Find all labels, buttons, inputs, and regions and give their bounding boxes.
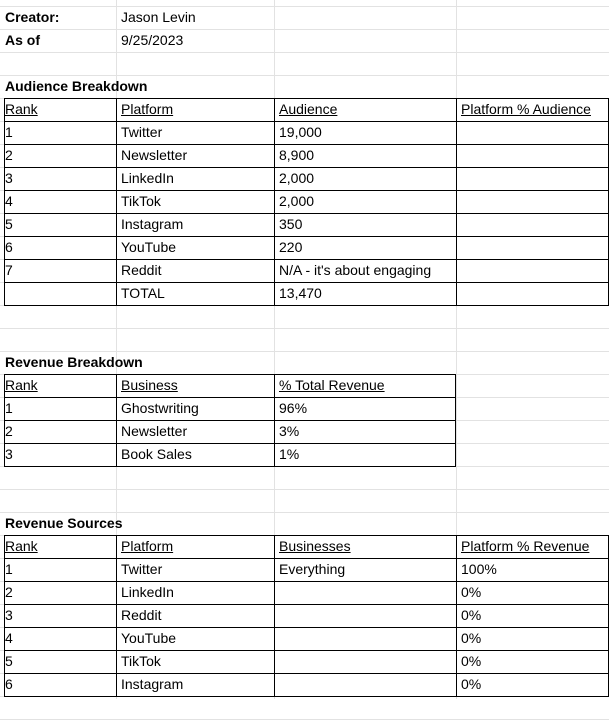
column-header[interactable]: Platform [121,538,174,554]
creator-value[interactable]: Jason Levin [121,9,196,25]
gridline-horizontal [0,328,609,329]
table-cell[interactable]: LinkedIn [121,170,174,186]
table-cell[interactable] [456,144,609,167]
section-title-revenue-breakdown[interactable]: Revenue Breakdown [5,354,143,370]
table-cell[interactable]: 2 [5,147,13,163]
table-cell[interactable]: Ghostwriting [121,400,199,416]
table-cell[interactable] [456,190,609,213]
table-cell[interactable] [456,236,609,259]
table-cell[interactable]: 220 [279,239,303,255]
column-header[interactable]: Business [121,377,178,393]
table-cell[interactable] [456,213,609,236]
table-cell[interactable]: 13,470 [279,285,322,301]
table-cell[interactable]: 8,900 [279,147,315,163]
table-cell[interactable] [456,167,609,190]
table-cell[interactable]: TOTAL [121,285,165,301]
table-cell[interactable]: Twitter [121,561,163,577]
table-cell[interactable]: TikTok [121,653,161,669]
table-cell[interactable]: Book Sales [121,446,192,462]
table-cell[interactable] [274,650,456,673]
column-header[interactable]: Platform % Audience [461,101,591,117]
section-title-revenue-sources[interactable]: Revenue Sources [5,515,123,531]
table-cell[interactable]: 0% [461,630,482,646]
table-cell[interactable]: 1 [5,561,13,577]
table-cell[interactable]: 2,000 [279,193,315,209]
table-cell[interactable]: Twitter [121,124,163,140]
table-cell[interactable]: 5 [5,216,13,232]
table-cell[interactable]: 6 [5,676,13,692]
table-cell[interactable] [456,259,609,282]
table-cell[interactable]: 0% [461,653,482,669]
table-cell[interactable]: 2 [5,584,13,600]
gridline-horizontal [0,52,609,53]
table-cell[interactable]: 1 [5,124,13,140]
table-cell[interactable]: 1 [5,400,13,416]
table-cell[interactable]: 0% [461,676,482,692]
audience-table-border [4,305,609,306]
table-cell[interactable]: Newsletter [121,147,188,163]
table-cell[interactable]: 96% [279,400,308,416]
column-header[interactable]: Businesses [279,538,351,554]
creator-label[interactable]: Creator: [5,9,60,25]
table-cell[interactable]: LinkedIn [121,584,174,600]
section-title-audience[interactable]: Audience Breakdown [5,78,148,94]
table-cell[interactable] [274,604,456,627]
table-cell[interactable]: 3% [279,423,300,439]
column-header[interactable]: Rank [5,538,38,554]
table-cell[interactable]: Reddit [121,262,162,278]
table-cell[interactable]: 2,000 [279,170,315,186]
revenue-sources-table-border [4,696,609,697]
table-cell[interactable]: 7 [5,262,13,278]
column-header[interactable]: Rank [5,101,38,117]
table-cell[interactable]: 6 [5,239,13,255]
table-cell[interactable]: N/A - it's about engaging [279,262,432,278]
column-header[interactable]: Rank [5,377,38,393]
table-cell[interactable] [0,282,116,305]
table-cell[interactable]: 350 [279,216,303,232]
table-cell[interactable]: 3 [5,446,13,462]
table-cell[interactable]: 1% [279,446,300,462]
table-cell[interactable]: TikTok [121,193,161,209]
table-cell[interactable] [456,121,609,144]
revenue-breakdown-table-border [4,466,456,467]
asof-label[interactable]: As of [5,32,40,48]
table-cell[interactable]: YouTube [121,239,177,255]
table-cell[interactable] [456,282,609,305]
column-header[interactable]: Platform [121,101,174,117]
table-cell[interactable]: YouTube [121,630,177,646]
table-cell[interactable] [274,581,456,604]
table-cell[interactable]: Newsletter [121,423,188,439]
column-header[interactable]: Platform % Revenue [461,538,590,554]
table-cell[interactable] [274,627,456,650]
table-cell[interactable]: 3 [5,170,13,186]
table-cell[interactable]: 0% [461,607,482,623]
table-cell[interactable]: Instagram [121,216,184,232]
table-cell[interactable]: 0% [461,584,482,600]
table-cell[interactable]: 3 [5,607,13,623]
table-cell[interactable]: 4 [5,193,13,209]
table-cell[interactable]: 5 [5,653,13,669]
table-cell[interactable]: 2 [5,423,13,439]
table-cell[interactable]: 4 [5,630,13,646]
asof-value[interactable]: 9/25/2023 [121,32,184,48]
column-header[interactable]: % Total Revenue [279,377,385,393]
table-cell[interactable] [274,673,456,696]
table-cell[interactable]: 19,000 [279,124,322,140]
table-cell[interactable]: Instagram [121,676,184,692]
gridline-horizontal [0,489,609,490]
table-cell[interactable]: Everything [279,561,346,577]
column-header[interactable]: Audience [279,101,338,117]
table-cell[interactable]: 100% [461,561,497,577]
table-cell[interactable]: Reddit [121,607,162,623]
